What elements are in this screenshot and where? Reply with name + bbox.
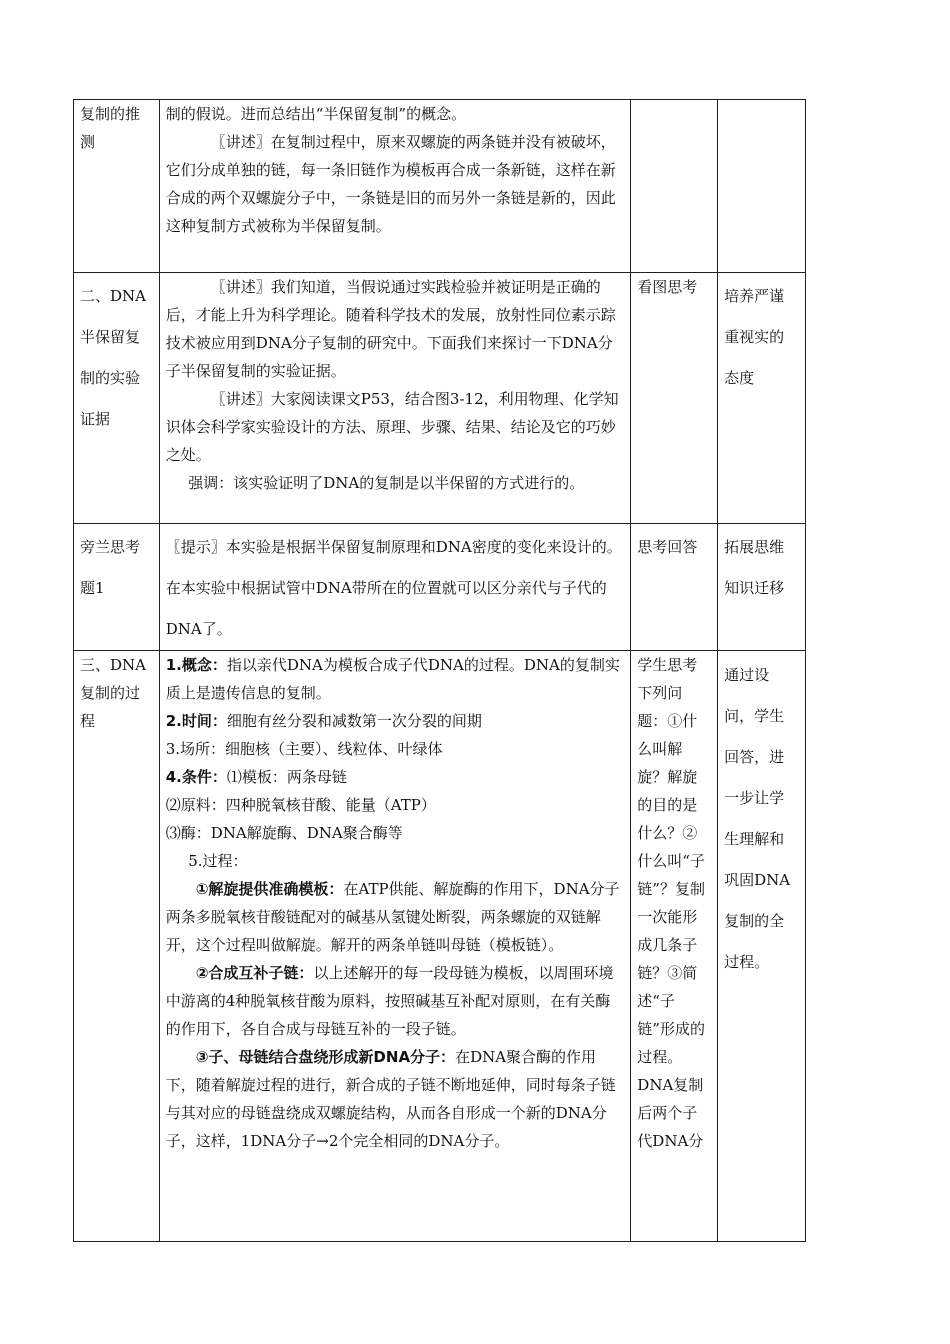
section-label: 二、DNA半保留复制的实验证据 — [80, 287, 146, 428]
time-paragraph — [166, 707, 625, 735]
teaching-goal: 通过设问，学生回答，进一步让学生理解和巩固DNA复制的全过程。 — [724, 666, 791, 971]
table-row — [74, 524, 806, 651]
condition-raw-material: ⑵原料：四种脱氧核苷酸、能量（ATP） — [165, 796, 436, 814]
student-cell — [631, 524, 718, 651]
content-paragraph: 制的假说。进而总结出“半保留复制”的概念。 — [165, 105, 467, 123]
step-paragraph — [166, 1043, 625, 1155]
lesson-table — [73, 99, 806, 1242]
table-row — [74, 651, 806, 1242]
time-text: 细胞有丝分裂和减数第一次分裂的间期 — [226, 712, 482, 730]
student-activity: 思考回答 — [637, 538, 698, 556]
condition-enzyme: ⑶酶：DNA解旋酶、DNA聚合酶等 — [165, 824, 403, 842]
student-activity: 看图思考 — [637, 278, 698, 296]
step-label: ③子、母链结合盘绕形成新DNA分子： — [195, 1048, 456, 1066]
table-row — [74, 273, 806, 524]
concept-label: 1.概念： — [165, 656, 227, 674]
time-label: 2.时间： — [165, 712, 227, 730]
step-text: 以上述解开的每一段母链为模板，以周围环境中游离的4种脱氧核苷酸为原料，按照碱基互补配对原则，在有关酶的作用下，各自合成与母链互补的一段子链。 — [165, 964, 614, 1038]
condition-label: 4.条件： — [165, 768, 227, 786]
goal-cell — [718, 273, 806, 524]
section-label: 复制的推测 — [80, 105, 141, 151]
section-label: 旁兰思考题1 — [80, 538, 141, 597]
goal-cell — [718, 524, 806, 651]
section-cell — [74, 524, 160, 651]
content-paragraph: 〖讲述〗在复制过程中，原来双螺旋的两条链并没有被破坏，它们分成单独的链，每一条旧链作为模板再合成一条新链，这样在新合成的两个双螺旋分子中，一条链是旧的而另外一条链是新的，因此这种复制方式被称为半保留复制。 — [165, 133, 616, 235]
student-cell — [631, 273, 718, 524]
step-label: ②合成互补子链： — [195, 964, 314, 982]
step-paragraph — [166, 875, 625, 959]
content-cell — [159, 100, 631, 273]
section-cell — [74, 100, 160, 273]
concept-paragraph — [166, 651, 625, 707]
condition-text: ⑴模板：两条母链 — [226, 768, 347, 786]
step-paragraph — [166, 959, 625, 1043]
section-label: 三、DNA复制的过程 — [80, 656, 146, 730]
content-cell — [159, 524, 631, 651]
step-text: 在DNA聚合酶的作用下，随着解旋过程的进行，新合成的子链不断地延伸，同时每条子链与其对应的母链盘绕成双螺旋结构，从而各自形成一个新的DNA分子，这样，1DNA分子→2个完全相同的DNA分子。 — [165, 1048, 616, 1150]
teaching-goal: 拓展思维知识迁移 — [724, 538, 785, 597]
condition-paragraph — [166, 763, 625, 791]
student-cell — [631, 651, 718, 1242]
step-label: ①解旋提供准确模板： — [195, 880, 344, 898]
content-paragraph: 〖提示〗本实验是根据半保留复制原理和DNA密度的变化来设计的。在本实验中根据试管中DNA带所在的位置就可以区分亲代与子代的DNA了。 — [165, 538, 622, 638]
teaching-goal: 培养严谨重视实的态度 — [724, 287, 785, 387]
content-cell — [159, 273, 631, 524]
content-paragraph: 〖讲述〗我们知道，当假说通过实践检验并被证明是正确的后，才能上升为科学理论。随着科学技术的发展，放射性同位素示踪技术被应用到DNA分子复制的研究中。下面我们来探讨一下DNA分子半保留复制的实验证据。 — [165, 278, 616, 380]
place-paragraph: 3.场所：细胞核（主要）、线粒体、叶绿体 — [165, 740, 443, 758]
goal-cell — [718, 651, 806, 1242]
step-text: 在ATP供能、解旋酶的作用下，DNA分子两条多脱氧核苷酸链配对的碱基从氢键处断裂，两条螺旋的双链解开，这个过程叫做解旋。解开的两条单链叫母链（模板链）。 — [165, 880, 620, 954]
content-paragraph: 〖讲述〗大家阅读课文P53，结合图3-12，利用物理、化学知识体会科学家实验设计的方法、原理、步骤、结果、结论及它的巧妙之处。 — [165, 390, 619, 464]
section-cell — [74, 651, 160, 1242]
goal-cell — [718, 100, 806, 273]
table-row — [74, 100, 806, 273]
section-cell — [74, 273, 160, 524]
content-paragraph: 强调：该实验证明了DNA的复制是以半保留的方式进行的。 — [188, 474, 585, 492]
student-cell — [631, 100, 718, 273]
content-cell — [159, 651, 631, 1242]
concept-text: 指以亲代DNA为模板合成子代DNA的过程。DNA的复制实质上是遗传信息的复制。 — [165, 656, 620, 702]
process-heading: 5.过程： — [188, 852, 248, 870]
student-activity: 学生思考下列问题：①什么叫解旋？解旋的目的是什么？②什么叫“子链”？复制一次能形成几条子链？③简述“子链”形成的过程。DNA复制后两个子代DNA分 — [637, 656, 705, 1150]
